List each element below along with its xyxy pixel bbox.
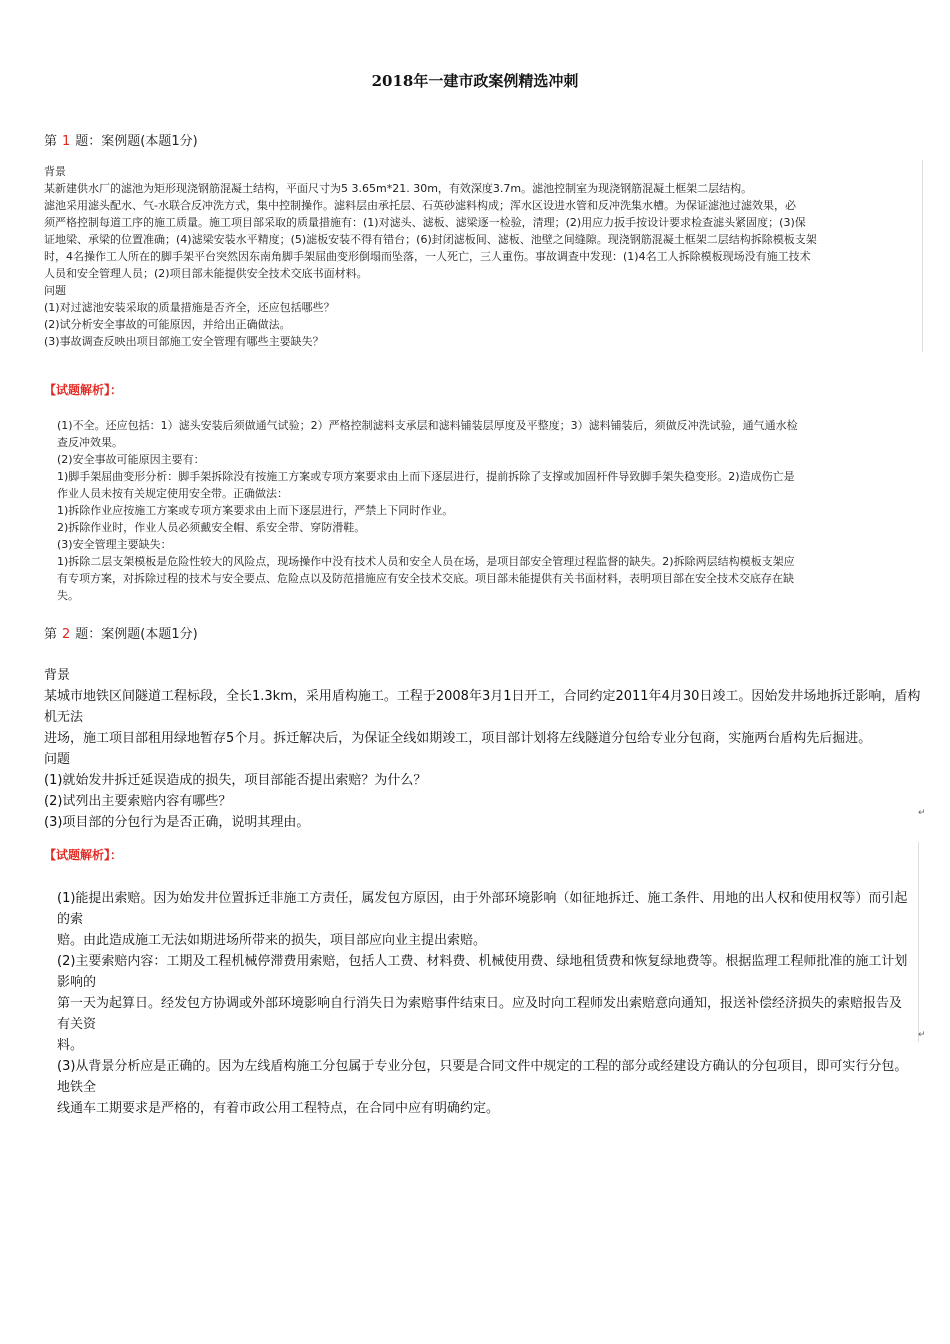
question-2-background — [44, 665, 924, 833]
analysis-label: 【试题解析】： — [44, 383, 123, 397]
answer-line: 1)脚手架屈曲变形分析：脚手架拆除没有按施工方案或专项方案要求由上而下逐层进行，提前拆除了支撑或加固杆件导致脚手架失稳变形。2)造成伤亡是 — [57, 470, 795, 483]
answer-line: (1)能提出索赔。因为始发井位置拆迁非施工方责任，属发包方原因，由于外部环境影响（如征地拆迁、施工条件、用地的出人权和使用权等）而引起的索 — [57, 891, 908, 927]
question-type: 题：案例题(本题1分) — [75, 627, 198, 642]
background-line: 人员和安全管理人员；(2)项目部未能提供安全技术交底书面材料。 — [44, 267, 368, 280]
background-line: 证地梁、承梁的位置准确；(4)滤梁安装水平精度；(5)滤板安装不得有错台；(6)封闭滤板间、滤板、池壁之间缝隙。现浇钢筋混凝土框架二层结构拆除模板支架 — [44, 233, 817, 246]
return-mark: ↵ — [918, 808, 926, 818]
answer-line: 2)拆除作业时，作业人员必须戴安全帽、系安全带、穿防滑鞋。 — [57, 521, 366, 534]
answer-line: 1)拆除二层支架模板是危险性较大的风险点，现场操作中没有技术人员和安全人员在场，是项目部安全管理过程监督的缺失。2)拆除两层结构模板支架应 — [57, 555, 795, 568]
answer-line: 料。 — [57, 1038, 84, 1053]
question-item: (2)试列出主要索赔内容有哪些？ — [44, 794, 232, 809]
background-line: 某城市地铁区间隧道工程标段，全长1.3km，采用盾构施工。工程于2008年3月1日开工，合同约定2011年4月30日竣工。因始发井场地拆迁影响，盾构机无法 — [44, 689, 921, 725]
question-item: (1)对过滤池安装采取的质量措施是否齐全，还应包括哪些？ — [44, 301, 335, 314]
question-2-header — [44, 623, 198, 642]
question-2-answer — [57, 888, 913, 1119]
question-prefix: 第 — [44, 134, 58, 149]
divider — [918, 842, 919, 1042]
background-line: 时，4名操作工人所在的脚手架平台突然因东南角脚手架屈曲变形倒塌而坠落，一人死亡，三人重伤。事故调查中发现：(1)4名工人拆除模板现场没有施工技术 — [44, 250, 811, 263]
background-line: 进场，施工项目部租用绿地暂存5个月。拆迁解决后，为保证全线如期竣工，项目部计划将左线隧道分包给专业分包商，实施两台盾构先后掘进。 — [44, 731, 872, 746]
question-prefix: 第 — [44, 627, 58, 642]
background-line: 须严格控制每道工序的施工质量。施工项目部采取的质量措施有：(1)对滤头、滤板、滤梁逐一检验，清理；(2)用应力扳手按设计要求检查滤头紧固度；(3)保 — [44, 216, 806, 229]
page-title: 2018年一建市政案例精选冲刺 — [371, 72, 579, 90]
return-mark: ↵ — [918, 1030, 926, 1040]
answer-line: 1)拆除作业应按施工方案或专项方案要求由上而下逐层进行，严禁上下同时作业。 — [57, 504, 454, 517]
answer-line: 失。 — [57, 589, 79, 602]
question-type: 题：案例题(本题1分) — [75, 134, 198, 149]
answer-line: 查反冲效果。 — [57, 436, 123, 449]
question-item: (3)项目部的分包行为是否正确，说明其理由。 — [44, 815, 310, 830]
question-item: (2)试分析安全事故的可能原因，并给出正确做法。 — [44, 318, 291, 331]
question-1-answer — [57, 417, 929, 604]
question-label: 问题 — [44, 752, 71, 767]
question-1-header — [44, 130, 198, 149]
background-line: 滤池采用滤头配水、气-水联合反冲洗方式，集中控制操作。滤料层由承托层、石英砂滤料构成；浑水区设进水管和反冲洗集水槽。为保证滤池过滤效果，必 — [44, 199, 796, 212]
question-number: 2 — [62, 627, 71, 642]
question-item: (3)事故调查反映出项目部施工安全管理有哪些主要缺失？ — [44, 335, 324, 348]
answer-line: 作业人员未按有关规定使用安全带。正确做法： — [57, 487, 288, 500]
answer-line: 线通车工期要求是严格的，有着市政公用工程特点，在合同中应有明确约定。 — [57, 1101, 500, 1116]
answer-line: (3)安全管理主要缺失： — [57, 538, 172, 551]
question-label: 问题 — [44, 284, 66, 297]
answer-line: 有专项方案，对拆除过程的技术与安全要点、危险点以及防范措施应有安全技术交底。项目部未能提供有关书面材料，表明项目部在安全技术交底存在缺 — [57, 572, 794, 585]
answer-line: (2)安全事故可能原因主要有： — [57, 453, 205, 466]
background-line: 某新建供水厂的滤池为矩形现浇钢筋混凝土结构，平面尺寸为5 3.65m*21. 30m，有效深度3.7m。滤池控制室为现浇钢筋混凝土框架二层结构。 — [44, 182, 753, 195]
answer-line: 第一天为起算日。经发包方协调或外部环境影响自行消失日为索赔事件结束日。应及时向工程师发出索赔意向通知，报送补偿经济损失的索赔报告及有关资 — [57, 996, 903, 1032]
question-item: (1)就始发井拆迁延误造成的损失，项目部能否提出索赔？为什么？ — [44, 773, 427, 788]
question-number: 1 — [62, 134, 71, 149]
answer-line: (3)从背景分析应是正确的。因为左线盾构施工分包属于专业分包，只要是合同文件中规定的工程的部分或经建设方确认的分包项目，即可实行分包。地铁全 — [57, 1059, 908, 1095]
divider — [922, 160, 923, 352]
background-label: 背景 — [44, 668, 71, 683]
answer-line: (1)不全。还应包括：1）滤头安装后须做通气试验；2）严格控制滤料支承层和滤料铺装层厚度及平整度；3）滤料铺装后，须做反冲洗试验，通气通水检 — [57, 419, 798, 432]
answer-line: (2)主要索赔内容：工期及工程机械停滞费用索赔，包括人工费、材料费、机械使用费、绿地租赁费和恢复绿地费等。根据监理工程师批准的施工计划影响的 — [57, 954, 908, 990]
background-label: 背景 — [44, 165, 66, 178]
answer-line: 赔。由此造成施工无法如期进场所带来的损失，项目部应向业主提出索赔。 — [57, 933, 487, 948]
analysis-label: 【试题解析】： — [44, 848, 123, 862]
question-1-background — [44, 163, 924, 350]
